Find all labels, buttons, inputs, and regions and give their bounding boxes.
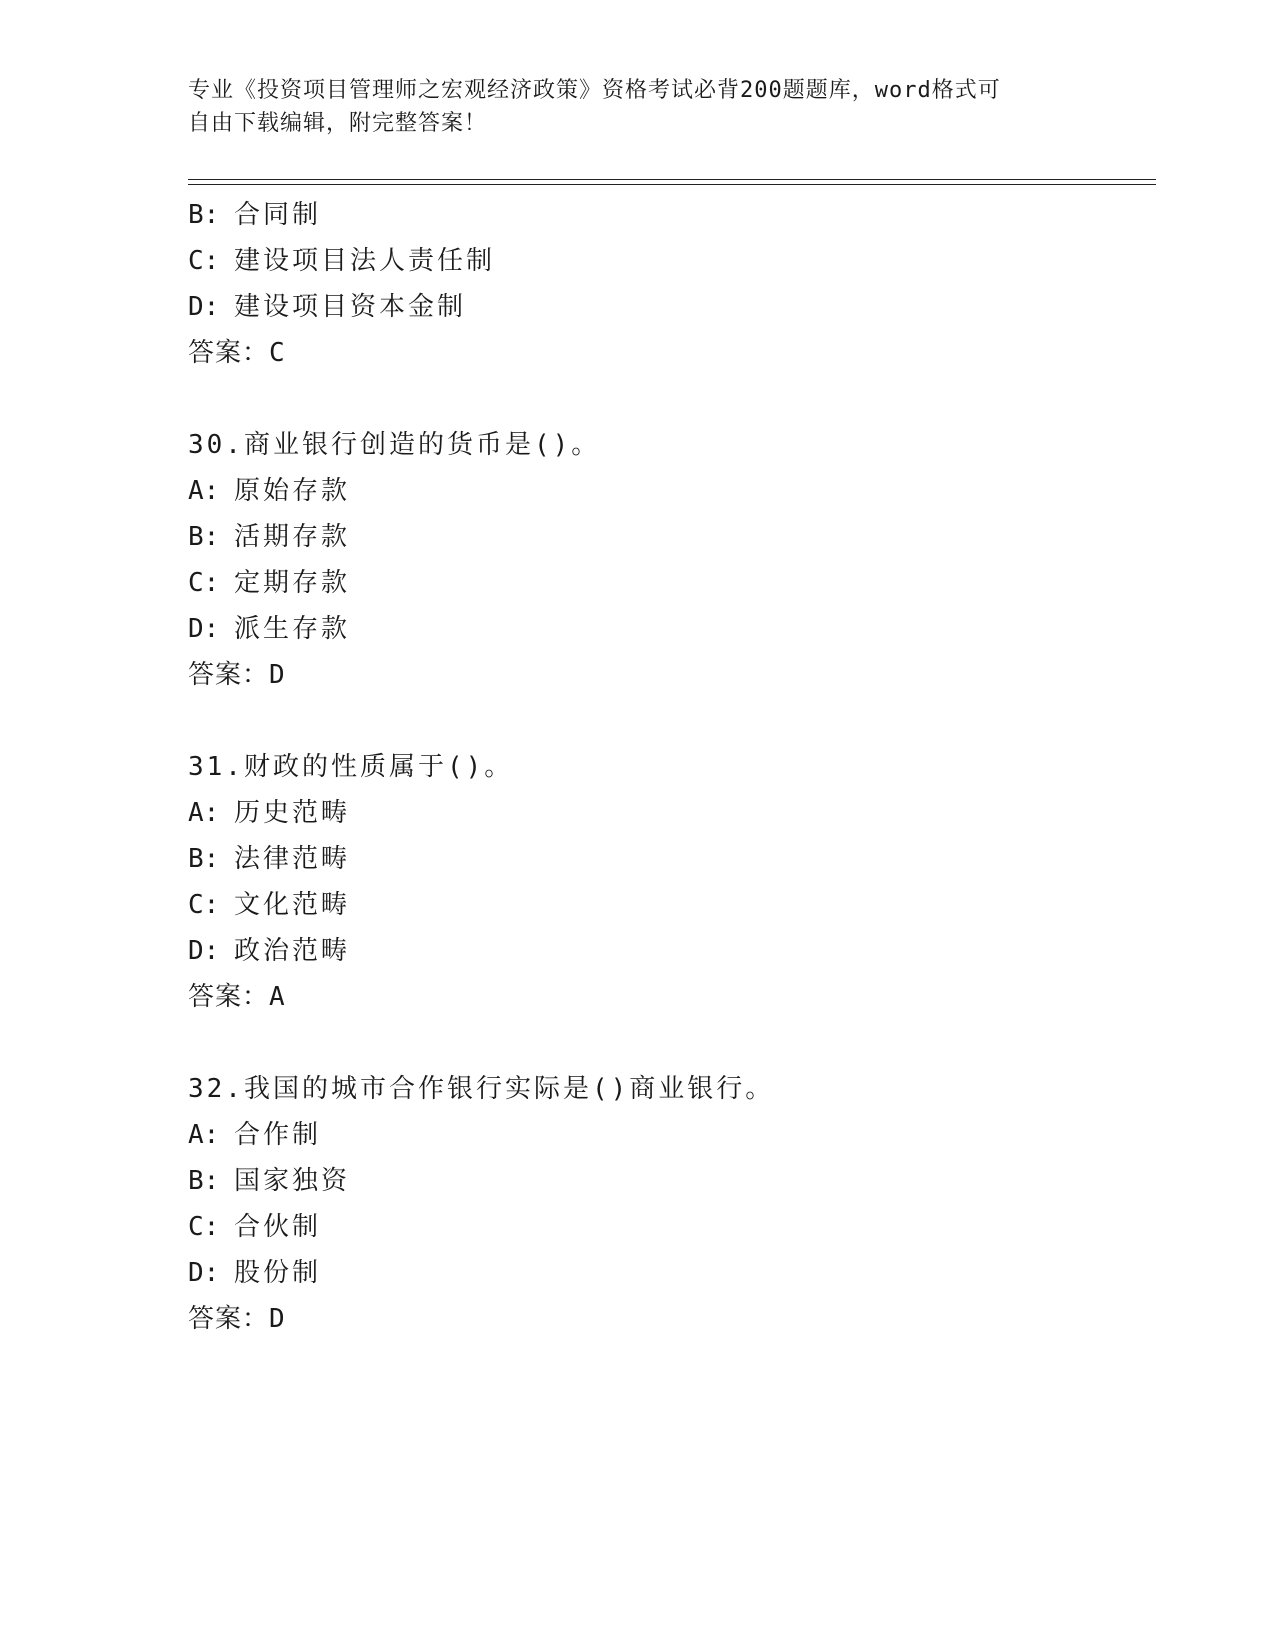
option-letter: A: (188, 1120, 220, 1150)
option-text: 历史范畴 (234, 798, 351, 828)
option-letter: C: (188, 890, 220, 920)
question-stem: 32.我国的城市合作银行实际是()商业银行。 (188, 1074, 775, 1104)
answer-label: 答案： (188, 660, 270, 690)
answer-value: D (269, 1304, 286, 1334)
question-block-30 (188, 422, 1156, 698)
option-a (188, 1112, 1156, 1158)
option-d (188, 1250, 1156, 1296)
question-block-32 (188, 1066, 1156, 1342)
question-block-prev (188, 192, 1156, 376)
option-b (188, 836, 1156, 882)
option-d (188, 284, 1156, 330)
option-b (188, 514, 1156, 560)
option-text: 建设项目法人责任制 (234, 246, 496, 276)
header-line-1: 专业《投资项目管理师之宏观经济政策》资格考试必背200题题库，word格式可 (188, 78, 1001, 103)
option-text: 活期存款 (234, 522, 351, 552)
option-letter: D: (188, 1258, 220, 1288)
option-c (188, 560, 1156, 606)
spacer (188, 376, 1156, 422)
option-letter: C: (188, 246, 220, 276)
option-a (188, 790, 1156, 836)
question-stem: 30.商业银行创造的货币是()。 (188, 430, 601, 460)
spacer (188, 1020, 1156, 1066)
option-text: 政治范畴 (234, 936, 351, 966)
option-c (188, 238, 1156, 284)
option-letter: C: (188, 1212, 220, 1242)
option-letter: B: (188, 522, 220, 552)
option-text: 原始存款 (234, 476, 351, 506)
answer-line (188, 974, 1156, 1020)
header-line-2: 自由下载编辑，附完整答案！ (188, 111, 488, 136)
header-divider-bottom (188, 184, 1156, 185)
answer-value: A (269, 982, 286, 1012)
option-c (188, 1204, 1156, 1250)
option-text: 定期存款 (234, 568, 351, 598)
answer-value: D (269, 660, 286, 690)
option-letter: A: (188, 798, 220, 828)
option-letter: D: (188, 936, 220, 966)
option-text: 国家独资 (234, 1166, 351, 1196)
option-c (188, 882, 1156, 928)
question-block-31 (188, 744, 1156, 1020)
header-divider-top (188, 179, 1156, 180)
answer-value: C (269, 338, 286, 368)
option-text: 派生存款 (234, 614, 351, 644)
option-text: 合同制 (234, 200, 322, 230)
option-d (188, 928, 1156, 974)
question-list (188, 192, 1156, 1342)
answer-label: 答案： (188, 1304, 270, 1334)
option-d (188, 606, 1156, 652)
option-b (188, 192, 1156, 238)
option-text: 合作制 (234, 1120, 322, 1150)
option-text: 合伙制 (234, 1212, 322, 1242)
answer-line (188, 1296, 1156, 1342)
option-letter: C: (188, 568, 220, 598)
answer-label: 答案： (188, 982, 270, 1012)
option-text: 股份制 (234, 1258, 322, 1288)
answer-line (188, 330, 1156, 376)
option-text: 建设项目资本金制 (234, 292, 467, 322)
option-letter: B: (188, 200, 220, 230)
question-stem: 31.财政的性质属于()。 (188, 752, 514, 782)
spacer (188, 698, 1156, 744)
option-text: 文化范畴 (234, 890, 351, 920)
answer-line (188, 652, 1156, 698)
option-letter: B: (188, 844, 220, 874)
option-b (188, 1158, 1156, 1204)
option-letter: B: (188, 1166, 220, 1196)
answer-label: 答案： (188, 338, 270, 368)
document-header (188, 74, 1088, 140)
option-letter: D: (188, 614, 220, 644)
option-letter: A: (188, 476, 220, 506)
option-text: 法律范畴 (234, 844, 351, 874)
option-a (188, 468, 1156, 514)
option-letter: D: (188, 292, 220, 322)
